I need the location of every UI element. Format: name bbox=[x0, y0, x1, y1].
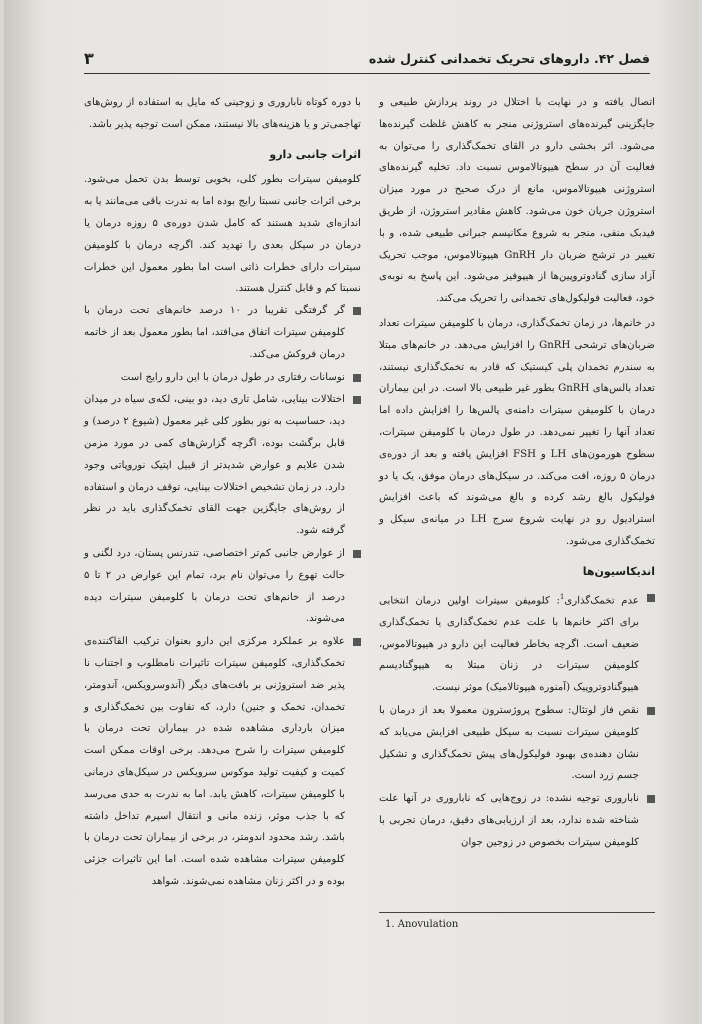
side-effect-text: گر گرفتگی تقریبا در ۱۰ درصد خانم‌های تحت درمان با کلومیفن سیترات اتفاق می‌افتد، اما بطور معمول بعد از خاتمه درمان فروکش می‌کند. bbox=[84, 305, 345, 360]
indication-item bbox=[379, 700, 655, 787]
indication-term: عدم تخمک‌گذاری bbox=[564, 594, 639, 606]
indication-text: نقص فاز لوتئال: سطوح پروژسترون معمولا بعد از درمان با کلومیفن سیترات نسبت به سیکل طبیعی افزایش می‌یابد که نشان دهنده‌ی بهبود فولیکول‌های پیش تخمک‌گذاری و تشکیل جسم زرد است. bbox=[379, 704, 639, 782]
side-effect-text: از عوارض جانبی کم‌تر اختصاصی، تندرنس پستان، درد لگنی و حالت تهوع را می‌توان نام برد، تمام این عوارض در ۲ تا ۵ درصد از خانم‌های تحت درمان با کلومیفن سیترات دیده می‌شوند. bbox=[84, 547, 345, 625]
side-effects-heading: اثرات جانبی دارو bbox=[269, 147, 361, 161]
footnote-marker: 1 bbox=[559, 592, 565, 601]
gnrh-paragraph: در خانم‌ها، در زمان تخمک‌گذاری، درمان با کلومیفن سیترات تعداد ضربان‌های ترشحی GnRH را افزایش می‌دهد. در خانم‌های مبتلا به سندرم تخمدان پلی کیستیک که قادر به تخمک‌گذاری نیستند، تعداد بالس‌های GnRH بطور غیر طبیعی بالا است. در این بیماران درمان با کلومیفن سیترات دامنه‌ی پالس‌ها را افزایش داده اما تعداد آنها را تغییر نمی‌دهد. در طول درمان با کلومیفن سیترات، سطوح هورمون‌های LH و FSH افزایش یافته و بعد از دوره‌ی درمان ۵ روزه، افت می‌کند. در سیکل‌های درمان موفق، یک یا دو فولیکول بالغ رشد کرده و بالغ می‌شوند که باعث افزایش استرادیول رو در نهایت شروع سرج LH در میانه‌ی سیکل و تخمک‌گذاری می‌شود. bbox=[379, 317, 655, 547]
book-page bbox=[4, 0, 698, 1024]
side-effects-list bbox=[84, 300, 361, 893]
page-number: ۳ bbox=[84, 49, 94, 68]
side-effects-intro: کلومیفن سیترات بطور کلی، بخوبی توسط بدن تحمل می‌شود. برخی اثرات جانبی نسبتا رایج بوده اما به ندرت باقی می‌مانند یا به اندازه‌ای شدید هستند که کامل شدن دوره‌ی ۵ روزه درمان یا درمان در سیکل بعدی را تهدید کند. اگرچه درمان با کلومیفن سیترات دارای خطرات ذاتی است اما بطور معمول این خطرات نسبتا کم و قابل کنترل هستند. bbox=[84, 174, 362, 295]
continuation-paragraph: با دوره کوتاه ناباروری و زوجینی که مایل به استفاده از روش‌های تهاجمی‌تر و یا هزینه‌های بالا نیستند، ممکن است توجیه پذیر باشد. bbox=[84, 97, 361, 130]
indication-text: ناباروری توجیه نشده: در زوج‌هایی که ناباروری در آنها علت شناخته شده ندارد، بعد از ارزیابی‌های دقیق، درمان تجربی با کلومیفن سیترات بخصوص در زوجین جوان bbox=[379, 793, 639, 848]
square-bullet-icon bbox=[353, 550, 361, 558]
side-effect-item bbox=[84, 543, 361, 630]
footnote-divider bbox=[379, 912, 655, 913]
square-bullet-icon bbox=[647, 795, 655, 803]
side-effect-item bbox=[84, 300, 361, 365]
page-header bbox=[84, 47, 650, 74]
side-effect-item bbox=[84, 389, 361, 542]
indication-text: : کلومیفن سیترات اولین درمان انتخابی برای اکثر خانم‌ها با علت عدم تخمک‌گذاری یا تخمک‌گذاری ضعیف است. اگرچه بخاطر فعالیت این دارو در هیپوتالاموس، کلومیفن سیترات در زنان مبتلا به هیپوگنادیسم هیپوگنادوتروپیک (آمنوره هیپوتالامیک) موثر نیست. bbox=[379, 594, 639, 694]
square-bullet-icon bbox=[353, 307, 361, 315]
indications-list bbox=[379, 587, 655, 854]
side-effect-text: اختلالات بینایی، شامل تاری دید، دو بینی، لکه‌ی سیاه در میدان دید، حساسیت به نور بطور کلی غیر معمول (شیوع ۲ درصد) و قابل برگشت بوده، اگرچه گزارش‌های کمی در مورد مزمن شدن علایم و عوارض شدیدتر از قبیل اپتیک نوروپاتی وجود دارد. در زمان تشخیص اختلالات بینایی، توقف درمان و استفاده از روش‌های جایگزین جهت القای تخمک‌گذاری باید در نظر گرفته شود. bbox=[84, 394, 345, 537]
indication-item bbox=[379, 587, 655, 699]
side-effect-item bbox=[84, 367, 361, 389]
side-effect-text: نوسانات رفتاری در طول درمان با این دارو رایج است bbox=[120, 371, 345, 383]
indications-heading: اندیکاسیون‌ها bbox=[582, 564, 655, 578]
right-text-column bbox=[379, 92, 655, 854]
side-effect-item bbox=[84, 631, 361, 893]
square-bullet-icon bbox=[353, 374, 361, 382]
square-bullet-icon bbox=[647, 707, 655, 715]
chapter-running-title: فصل ۴۲. داروهای تحریک تخمدانی کنترل شده bbox=[368, 51, 650, 66]
footnote: 1. Anovulation bbox=[385, 919, 459, 930]
side-effect-text: علاوه بر عملکرد مرکزی این دارو بعنوان ترکیب القاکننده‌ی تخمک‌گذاری، کلومیفن سیترات تاثیرات نامطلوب و اجتناب نا پذیر ضد استروژنی بر بافت‌های دیگر (آندوسرویکس، آندومتر، تخمدان، تخمک و جنین) دارد، که تفاوت بین تخمک‌گذاری و میزان بارداری مشاهده شده در بیماران تحت درمان با کلومیفن سیترات را شرح می‌دهد. برخی اوقات ممکن است کمیت و کیفیت تولید موکوس سرویکس در سیکل‌های درمانی با کلومیفن سیترات، کاهش یابد. اما به ندرت به حدی می‌رسد که با جذب موثر، زنده مانی و انتقال اسپرم تداخل داشته باشد. رشد محدود اندومتر، در برخی از بیماران تحت درمان با کلومیفن سیترات مشاهده شده است. اما این تاثیرات جزئی بوده و در اکثر زنان مشاهده نمی‌شوند. شواهد bbox=[84, 636, 345, 887]
intro-paragraph: اتصال یافته و در نهایت با اختلال در روند پردازش طبیعی و جایگزینی گیرنده‌های استروژنی منجر به کاهش غلظت گیرنده‌ها می‌شود. اثر بخشی دارو در القای تخمک‌گذاری را می‌توان به فعالیت آن در سطح هیپوتالاموس نسبت داد. تخلیه گیرنده‌های استروژنی هیپوتالاموس، مانع از درک صحیح در مورد میزان استروژن جریان خون می‌شود. کاهش مقادیر استروژن، از طریق فیدبک منفی، منجر به شروع مکانیسم جبرانی طبیعی شده، و با تغییر در ترشح ضربان دار GnRH هیپوتالاموس، موجب تحریک آزاد سازی گنادوتروپین‌ها از هیپوفیز می‌شود. این پاسخ به نوبه‌ی خود، فعالیت فولیکول‌های تخمدانی را تحریک می‌کند. bbox=[379, 97, 656, 305]
indication-item bbox=[379, 788, 655, 853]
left-text-column bbox=[84, 92, 361, 894]
square-bullet-icon bbox=[353, 638, 361, 646]
square-bullet-icon bbox=[647, 594, 655, 602]
square-bullet-icon bbox=[353, 396, 361, 404]
